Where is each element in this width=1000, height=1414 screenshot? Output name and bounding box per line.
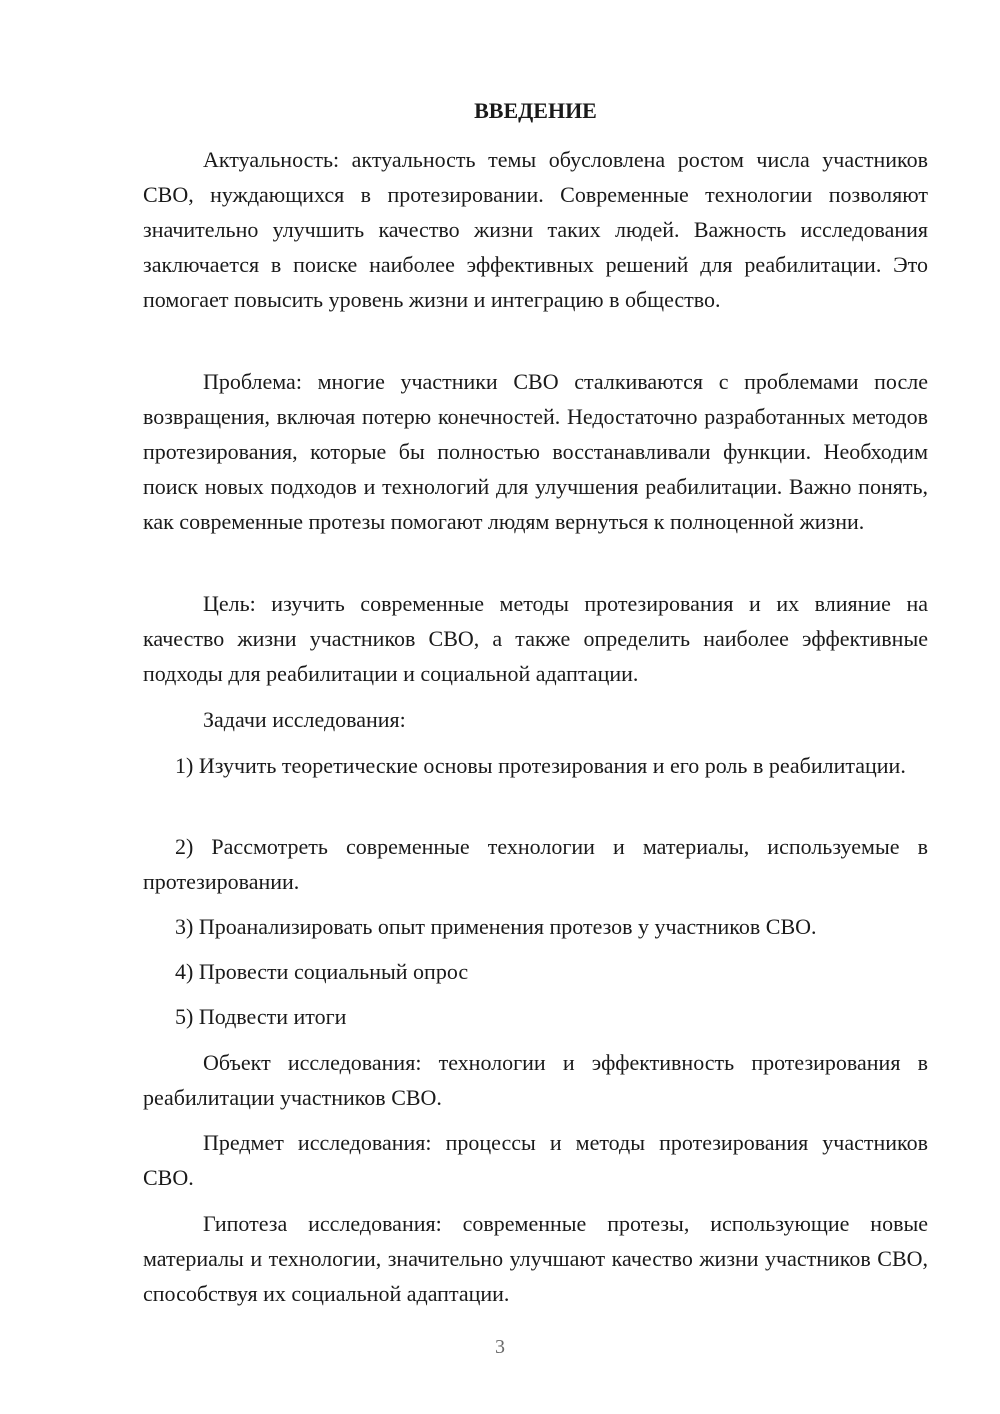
paragraph-hypothesis: Гипотеза исследования: современные протезы, использующие новые материалы и технологии, значительно улучшают качество жизни участников СВО, способствуя их социальной адаптации.: [143, 1211, 928, 1306]
page-title: ВВЕДЕНИЕ: [474, 98, 597, 123]
page-number: 3: [495, 1336, 505, 1358]
tasks-heading: Задачи исследования:: [203, 707, 406, 732]
paragraph-relevance: Актуальность: актуальность темы обусловлена ростом числа участников СВО, нуждающихся в протезировании. Современные технологии позволяют значительно улучшить качество жизни таких людей. Важность исследования заключается в поиске наиболее эффективных решений для реабилитации. Это помогает повысить уровень жизни и интеграцию в общество.: [143, 147, 928, 312]
task-item-4: 4) Провести социальный опрос: [175, 959, 469, 984]
task-item-2: 2) Рассмотреть современные технологии и материалы, используемые в протезировании.: [143, 834, 928, 894]
paragraph-goal: Цель: изучить современные методы протезирования и их влияние на качество жизни участников СВО, а также определить наиболее эффективные подходы для реабилитации и социальной адаптации.: [143, 591, 928, 686]
paragraph-subject: Предмет исследования: процессы и методы протезирования участников СВО.: [143, 1130, 928, 1190]
paragraph-problem: Проблема: многие участники СВО сталкиваются с проблемами после возвращения, включая потерю конечностей. Недостаточно разработанных методов протезирования, которые бы полностью восстанавливали функции. Необходим поиск новых подходов и технологий для улучшения реабилитации. Важно понять, как современные протезы помогают людям вернуться к полноценной жизни.: [143, 369, 928, 534]
task-item-1: 1) Изучить теоретические основы протезирования и его роль в реабилитации.: [175, 753, 906, 778]
task-item-3: 3) Проанализировать опыт применения протезов у участников СВО.: [175, 914, 817, 939]
paragraph-object: Объект исследования: технологии и эффективность протезирования в реабилитации участников СВО.: [143, 1050, 928, 1110]
task-item-5: 5) Подвести итоги: [175, 1004, 347, 1029]
